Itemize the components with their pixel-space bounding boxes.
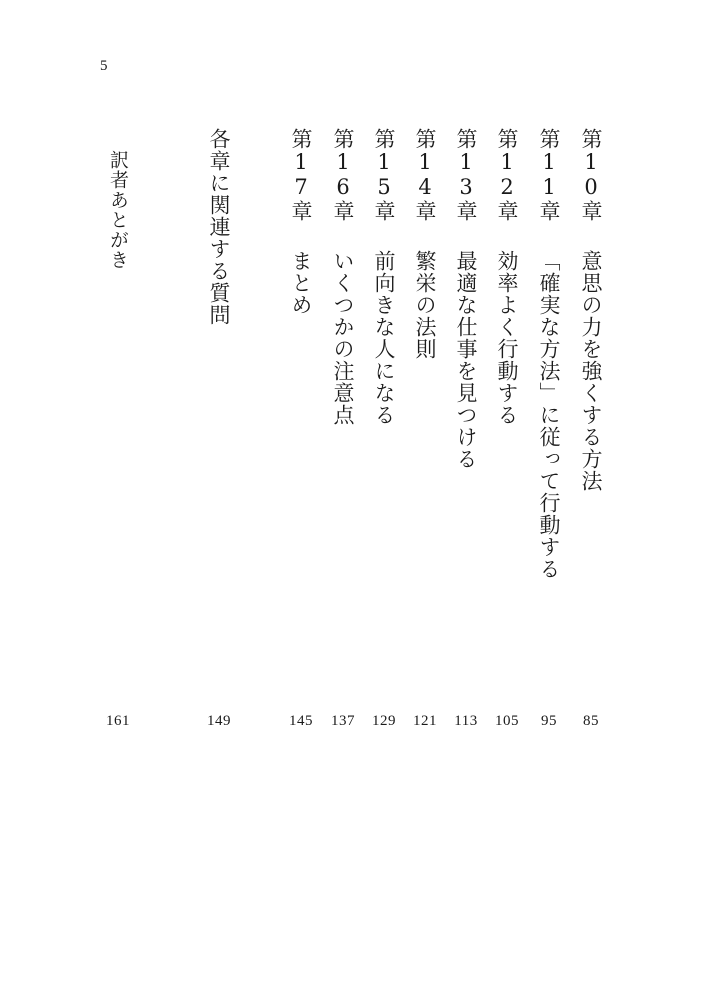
chapter-page-number: 121 (413, 713, 437, 729)
chapter-number: 第17章 (289, 128, 313, 222)
chapter-page-number: 95 (541, 713, 557, 729)
chapter-page-number: 137 (331, 713, 355, 729)
chapter-number: 第11章 (537, 128, 561, 222)
appendix-title: 各章に関連する質問 (207, 128, 231, 326)
toc-entry-chapter-10[interactable] (574, 128, 608, 748)
chapter-number: 第12章 (495, 128, 519, 222)
chapter-title: いくつかの注意点 (331, 250, 355, 426)
chapter-title: 「確実な方法」に従って行動する (537, 250, 561, 580)
chapter-title: 意思の力を強くする方法 (579, 250, 603, 492)
toc-entry-chapter-13[interactable] (449, 128, 483, 748)
appendix-title: 訳者あとがき (107, 150, 129, 270)
chapter-number: 第16章 (331, 128, 355, 222)
toc-entry-chapter-14[interactable] (408, 128, 442, 748)
chapter-title: 繁栄の法則 (413, 250, 437, 360)
chapter-title: 効率よく行動する (495, 250, 519, 426)
chapter-number: 第10章 (579, 128, 603, 222)
chapter-number: 第13章 (454, 128, 478, 222)
chapter-number: 第14章 (413, 128, 437, 222)
chapter-title: まとめ (289, 250, 313, 316)
chapter-page-number: 145 (289, 713, 313, 729)
toc-entry-chapter-16[interactable] (326, 128, 360, 748)
page-number: 5 (100, 58, 108, 74)
chapter-page-number: 129 (372, 713, 396, 729)
appendix-page-number: 149 (207, 713, 231, 729)
appendix-page-number: 161 (106, 713, 130, 729)
toc-entry-chapter-12[interactable] (490, 128, 524, 748)
chapter-title: 最適な仕事を見つける (454, 250, 478, 470)
toc-entry-chapter-15[interactable] (367, 128, 401, 748)
chapter-page-number: 85 (583, 713, 599, 729)
toc-entry-chapter-11[interactable] (532, 128, 566, 748)
toc-entry-chapter-17[interactable] (284, 128, 318, 748)
toc-entry-questions[interactable] (202, 128, 236, 748)
chapter-number: 第15章 (372, 128, 396, 222)
chapter-title: 前向きな人になる (372, 250, 396, 426)
chapter-page-number: 113 (454, 713, 478, 729)
chapter-page-number: 105 (495, 713, 519, 729)
toc-entry-afterword[interactable] (101, 150, 135, 770)
